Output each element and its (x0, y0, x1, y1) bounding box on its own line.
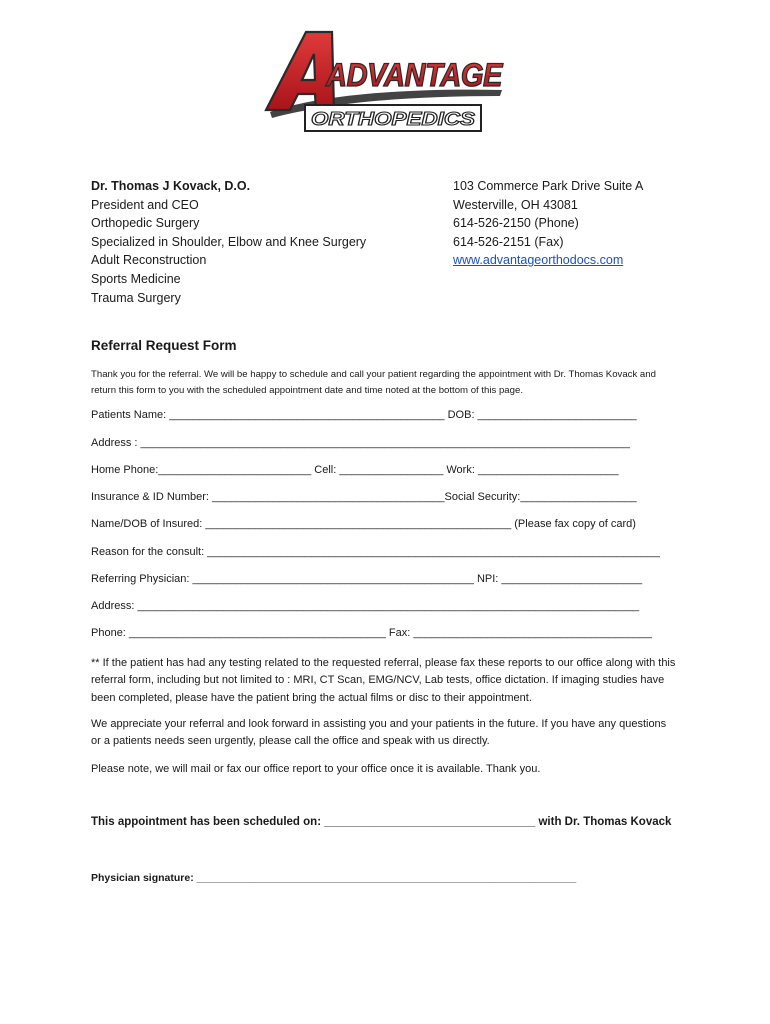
physician-phone-field[interactable]: Phone: __________________________________________ Fax: _______________________________________ (91, 627, 652, 639)
address-field[interactable]: Address : ________________________________________________________________________________ (91, 437, 630, 449)
appointment-line[interactable]: This appointment has been scheduled on: _________________________________ with Dr. Thomas Kovack (91, 816, 672, 828)
office-contact (453, 177, 643, 270)
phone-line: 614-526-2150 (Phone) (453, 216, 579, 231)
reason-field[interactable]: Reason for the consult: __________________________________________________________________________ (91, 546, 660, 558)
website-link[interactable]: www.advantageorthodocs.com (453, 253, 624, 268)
intro-text: Thank you for the referral. We will be happy to schedule and call your patient regarding the appointment with Dr. Thomas Kovack and return this form to you with the scheduled appointment date and time noted at the bottom of this page. (91, 369, 656, 396)
appreciation-note: We appreciate your referral and look forward in assisting you and your patients in the future. If you have any questions or a patients needs seen urgently, please call the office and speak with us directly. (91, 718, 667, 748)
logo-subtitle: ORTHOPEDICS (311, 109, 475, 129)
form-title: Referral Request Form (91, 338, 237, 353)
advantage-orthopedics-logo (262, 28, 508, 136)
specialty-line: Adult Reconstruction (91, 253, 207, 268)
referring-physician-field[interactable]: Referring Physician: ______________________________________________ NPI: _______________________ (91, 573, 643, 585)
patient-name-field[interactable]: Patients Name: _____________________________________________ DOB: __________________________ (91, 409, 637, 421)
testing-note: ** If the patient has had any testing related to the requested referral, please fax these reports to our office along with this referral form, including but not limited to : MRI, CT Scan, EMG/NCV, Lab tests, office dictation. If imaging studies have been completed, please have the patient bring the actual films or disc to their appointment. (91, 657, 676, 704)
physician-info (91, 177, 366, 307)
city-line: Westerville, OH 43081 (453, 197, 578, 212)
specialty-line: Orthopedic Surgery (91, 216, 200, 231)
physician-address-field[interactable]: Address: __________________________________________________________________________________ (91, 600, 640, 612)
insured-field[interactable]: Name/DOB of Insured: __________________________________________________ (Please fax copy of card) (91, 518, 636, 530)
report-note: Please note, we will mail or fax our office report to your office once it is available. Thank you. (91, 763, 541, 775)
address-line: 103 Commerce Park Drive Suite A (453, 179, 644, 193)
signature-line[interactable]: Physician signature: _________________________________________________________________ (91, 872, 577, 884)
physician-title: President and CEO (91, 197, 199, 212)
physician-name: Dr. Thomas J Kovack, D.O. (91, 179, 251, 193)
phone-numbers-field[interactable]: Home Phone:_________________________ Cell: _________________ Work: _______________________ (91, 464, 619, 476)
specialty-line: Sports Medicine (91, 271, 181, 286)
fax-line: 614-526-2151 (Fax) (453, 234, 564, 249)
logo-a-mark (266, 32, 334, 110)
specialty-line: Trauma Surgery (91, 290, 181, 305)
logo-wordmark: ADVANTAGE (325, 57, 504, 93)
specialty-line: Specialized in Shoulder, Elbow and Knee Surgery (91, 234, 367, 249)
insurance-field[interactable]: Insurance & ID Number: ______________________________________Social Security:___________________ (91, 491, 637, 503)
